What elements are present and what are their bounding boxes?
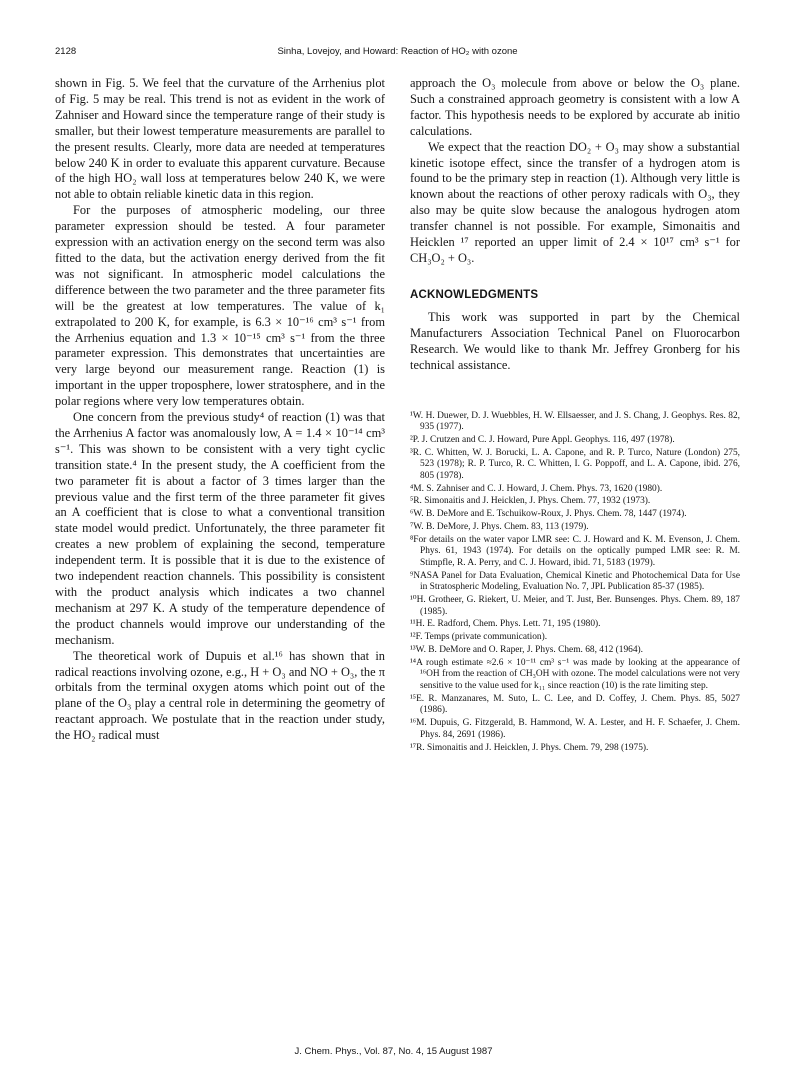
reference-item: ⁹NASA Panel for Data Evaluation, Chemical Kinetic and Photochemical Data for Use in Stratospheric Modeling, Evaluation No. 7, JPL Publication 85-37 (1985). [410,570,740,593]
paragraph-a-factor: One concern from the previous study⁴ of reaction (1) was that the Arrhenius A factor was anomalously low, A = 1.4 × 10⁻¹⁴ cm³ s⁻¹. This was shown to be consistent with a very tight cyclic transition state.⁴ In the present study, the A coefficient from the two parameter fit is about a factor of 3 times larger than the previous value and the first term of the three parameter fit gives an A coefficient that is close to what a conventional transition state model would predict. Unfortunately, the three parameter fit creates a new problem of explaining the second, temperature independent term. It is possible that it is due to the existence of two independent reaction channels. This possibility is consistent with the product analysis which indicates a two channel mechanism at 297 K. A study of the temperature dependence of the product channels would improve our understanding of the mechanism. [55,410,385,647]
left-column [55,76,385,744]
reference-item: ¹¹H. E. Radford, Chem. Phys. Lett. 71, 195 (1980). [410,619,601,630]
paragraph-theoretical-work: The theoretical work of Dupuis et al.¹⁶ has shown that in radical reactions involving ozone, e.g., H + O₃ and NO + O₃, the π orbitals from the terminal oxygen atoms which point out of the plane of the O₃ play a central role in determining the geometry of reactant approach. We postulate that in the reaction under study, the HO₂ radical must [55,648,385,743]
reference-item: ⁶W. B. DeMore and E. Tschuikow-Roux, J. Phys. Chem. 78, 1447 (1974). [410,509,687,520]
reference-item: ¹W. H. Duewer, D. J. Wuebbles, H. W. Ellsaesser, and J. S. Chang, J. Geophys. Res. 82, 935 (1977). [410,410,740,433]
reference-item: ¹⁷R. Simonaitis and J. Heicklen, J. Phys. Chem. 79, 298 (1975). [410,742,649,753]
right-column [410,76,740,755]
reference-item: ¹⁰H. Grotheer, G. Riekert, U. Meier, and T. Just, Ber. Bunsenges. Phys. Chem. 89, 187 (1985). [410,595,740,617]
reference-item: ⁸For details on the water vapor LMR see: C. J. Howard and K. M. Evenson, J. Chem. Phys. 61, 1943 (1974). For details on the optically pumped LMR see: R. M. Stimpfle, R. A. Perry, and C. J. Howard, ibid. 71, 5183 (1979). [410,534,740,568]
reference-item: ²P. J. Crutzen and C. J. Howard, Pure Appl. Geophys. 116, 497 (1978). [410,434,675,445]
acknowledgments-text: This work was supported in part by the Chemical Manufacturers Association Technical Panel on Fluorocarbon Research. We would like to thank Mr. Jeffrey Gronberg for his technical assistance. [410,309,740,372]
reference-item: ⁷W. B. DeMore, J. Phys. Chem. 83, 113 (1979). [410,521,589,532]
reference-item: ¹²F. Temps (private communication). [410,632,548,643]
reference-item: ⁴M. S. Zahniser and C. J. Howard, J. Chem. Phys. 73, 1620 (1980). [410,483,663,494]
reference-item: ¹³W. B. DeMore and O. Raper, J. Phys. Chem. 68, 412 (1964). [410,645,643,656]
running-head [55,46,740,60]
running-title: Sinha, Lovejoy, and Howard: Reaction of HO₂ with ozone [277,46,518,57]
paragraph-approach-geometry: approach the O₃ molecule from above or below the O₃ plane. Such a constrained approach geometry is consistent with a low A factor. This hypothesis needs to be explored by accurate ab initio calculations. [410,76,740,138]
reference-item: ¹⁶M. Dupuis, G. Fitzgerald, B. Hammond, W. A. Lester, and H. F. Schaefer, J. Chem. Phys. 84, 2691 (1986). [410,718,740,740]
page-number: 2128 [55,46,77,57]
reference-item: ³R. C. Whitten, W. J. Borucki, L. A. Capone, and R. P. Turco, Nature (London) 275, 523 (1978); R. P. Turco, R. C. Whitten, I. G. Poppoff, and L. A. Capone, ibid. 276, 805 (1978). [410,447,740,481]
paragraph-isotope-effect: We expect that the reaction DO₂ + O₃ may show a substantial kinetic isotope effect, since the transfer of a hydrogen atom is found to be the primary step in reaction (1). Although very little is known about the reactions of other peroxy radicals with O₃, they also may be quite slow because the analogous hydrogen atom transfer channel is not possible. For example, Simonaitis and Heicklen ¹⁷ reported an upper limit of 2.4 × 10¹⁷ cm³ s⁻¹ for CH₃O₂ + O₃. [410,139,740,265]
reference-list [410,411,740,755]
paragraph-arrhenius-curvature: shown in Fig. 5. We feel that the curvature of the Arrhenius plot of Fig. 5 may be real. This trend is not as evident in the work of Zahniser and Howard since the temperature range of their study is smaller, but their lowest temperature measurements are parallel to the present results. Clearly, more data are needed at temperatures below 240 K in order to evaluate this apparent curvature. Because of the high HO₂ wall loss at temperatures below 240 K, we were not able to obtain reliable kinetic data in this region. [55,76,385,202]
reference-item: ¹⁴A rough estimate ≈2.6 × 10⁻¹¹ cm³ s⁻¹ was made by looking at the appearance of ¹⁶OH from the reaction of CH₃OH with ozone. The model calculations were not very sensitive to the value used for k₁₁ since reaction (10) is the rate limiting step. [410,657,740,691]
reference-item: ¹⁵E. R. Manzanares, M. Suto, L. C. Lee, and D. Coffey, J. Chem. Phys. 85, 5027 (1986). [410,693,740,716]
paragraph-atmospheric-modeling: For the purposes of atmospheric modeling, our three parameter expression should be tested. A four parameter expression with an activation energy on the second term was also fitted to the data, but the activation energy derived from the fit was not significant. In atmospheric model calculations the difference between the two parameter and the three parameter fits will be the greatest at low temperatures. The value of k₁ extrapolated to 200 K, for example, is 6.3 × 10⁻¹⁶ cm³ s⁻¹ from the Arrhenius equation and 1.3 × 10⁻¹⁵ cm³ s⁻¹ from the three parameter expression. This demonstrates that uncertainties are very large beyond our measurement range. Reaction (1) is important in the upper troposphere, lower stratosphere, and in the polar regions where very low temperatures obtain. [55,203,385,409]
journal-citation-footer: J. Chem. Phys., Vol. 87, No. 4, 15 August 1987 [294,1046,493,1057]
reference-item: ⁵R. Simonaitis and J. Heicklen, J. Phys. Chem. 77, 1932 (1973). [410,496,651,507]
acknowledgments-heading: ACKNOWLEDGMENTS [410,288,539,301]
